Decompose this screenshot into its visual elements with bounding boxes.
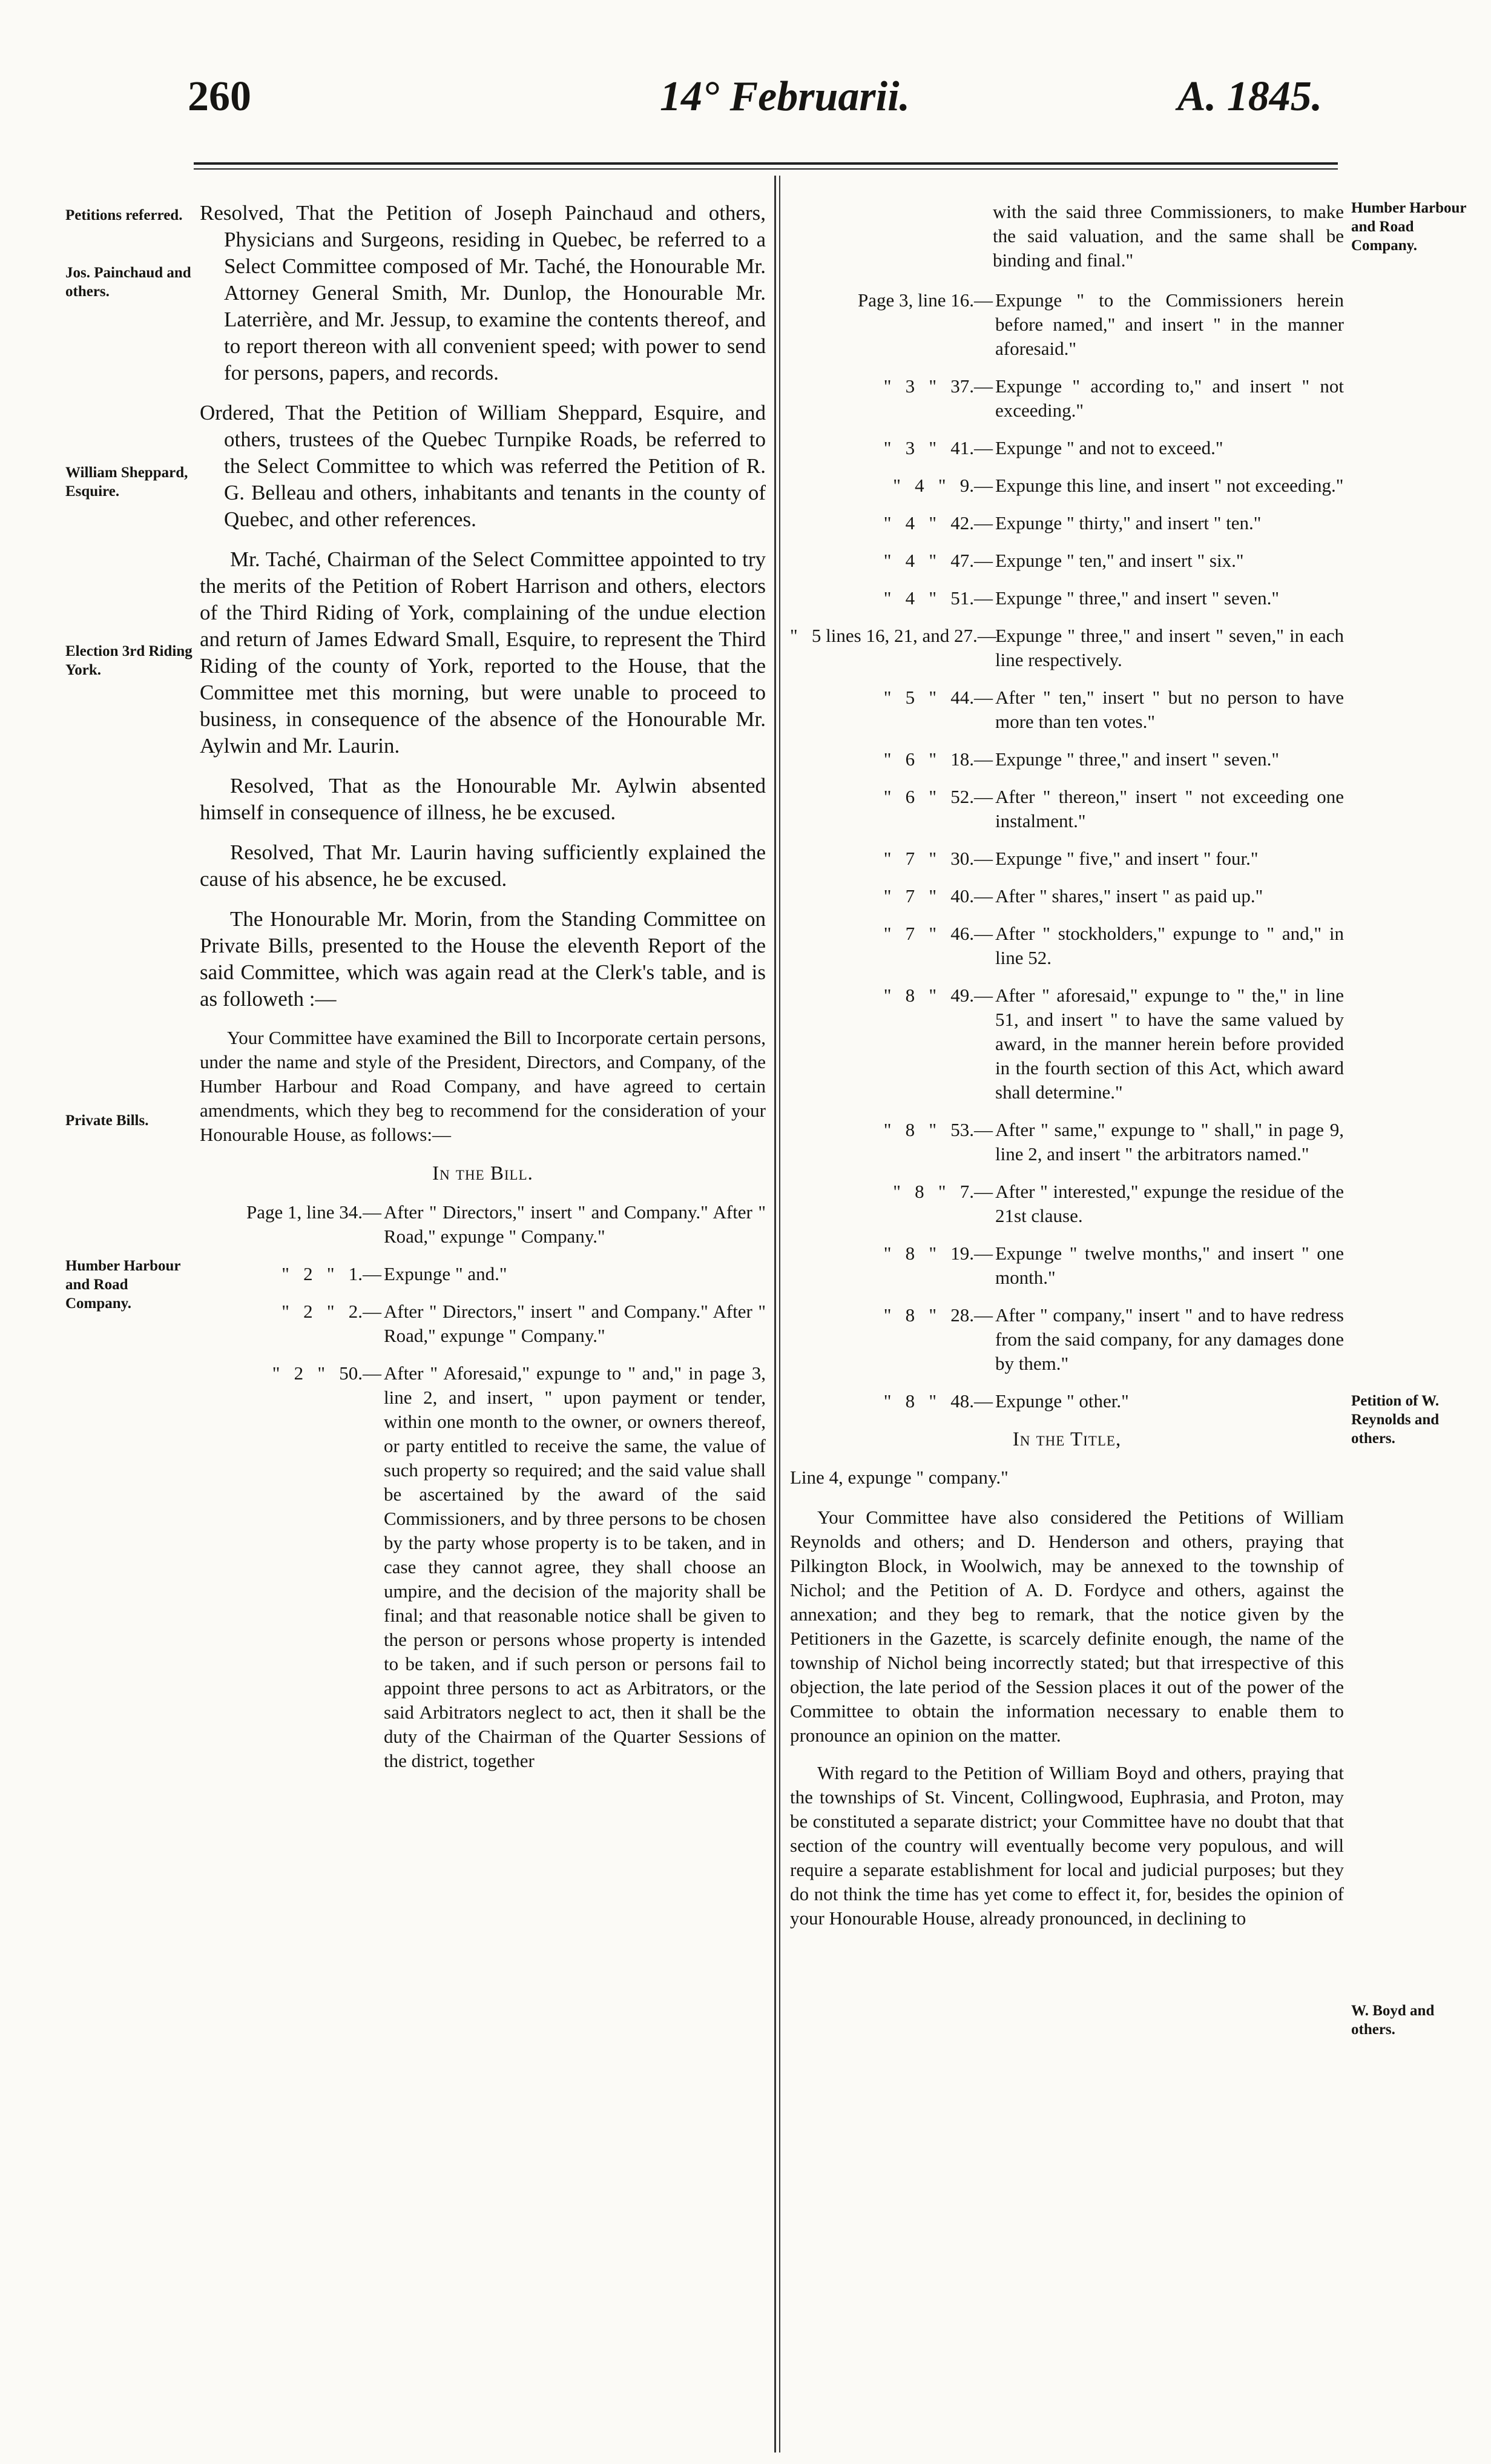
amendment (790, 747, 1344, 771)
amendment (200, 1262, 766, 1286)
header-year: A. 1845. (1177, 73, 1323, 120)
sidenote-boyd: W. Boyd and others. (1351, 2003, 1435, 2038)
amendment-text: Expunge " other." (995, 1390, 1129, 1412)
amendment-text: Expunge " and not to exceed." (995, 437, 1223, 458)
header-date: 14° Februarii. (660, 73, 910, 120)
private-bills-report: The Honourable Mr. Morin, from the Standing Committee on Private Bills, presented to the House the eleventh Report of the said Committee, which was again read at the Clerk's table, and is as followeth :— (200, 907, 766, 1011)
amendment-text: After " interested," expunge the residue of the 21st clause. (995, 1181, 1344, 1226)
amendment-text: Expunge " three," and insert " seven." (995, 587, 1279, 609)
amendment-text: After " Directors," insert " and Company." After " Road," expunge " Company." (384, 1301, 766, 1346)
amendment-ref: " 6 " 52.— (883, 786, 993, 807)
amendment (790, 785, 1344, 833)
amendment-ref: " 2 " 2.— (281, 1301, 381, 1322)
amendment-text: Expunge " thirty," and insert " ten." (995, 512, 1262, 533)
amendment-ref: " 7 " 40.— (883, 885, 993, 907)
amendment-ref: " 8 " 7.— (893, 1181, 993, 1202)
amendment-text: After " stockholders," expunge to " and," in line 52. (995, 923, 1344, 968)
amendment-text: Expunge " three," and insert " seven," in each line respectively. (995, 625, 1344, 670)
amendment (790, 1303, 1344, 1376)
order-sheppard: Ordered, That the Petition of William Sheppard, Esquire, and others, trustees of the Quebec Turnpike Roads, be referred to the Select Committee to which was referred the Petition of R. G. Belleau and others, inhabitants and tenants in the county of Quebec, and other references. (200, 401, 766, 531)
amendment (790, 1180, 1344, 1228)
amendment-ref: " 4 " 9.— (893, 475, 993, 496)
amendment-ref: " 7 " 46.— (883, 923, 993, 944)
column-divider (774, 176, 776, 2452)
amendment-ref: " 4 " 51.— (883, 587, 993, 609)
amendment-text: Expunge " to the Commissioners herein before named," and insert " in the manner aforesaid." (995, 289, 1344, 359)
amendment-ref: " 8 " 19.— (883, 1243, 993, 1264)
amendment-ref: " 4 " 42.— (883, 512, 993, 533)
amendment (790, 549, 1344, 573)
amendment (790, 436, 1344, 460)
amendment-ref: " 7 " 30.— (883, 848, 993, 869)
sidenote-private-bills: Private Bills. (65, 1112, 149, 1129)
amendment-text: After " shares," insert " as paid up." (995, 885, 1263, 907)
sidenote-reynolds: Petition of W. Reynolds and others. (1351, 1393, 1440, 1447)
header-rule-thin (194, 168, 1338, 170)
amendment-continuation: with the said three Commissioners, to make the said valuation, and the same shall be binding and final." (993, 201, 1344, 271)
amendment-text: Expunge this line, and insert " not exceeding." (995, 475, 1344, 496)
paragraph-reynolds: Your Committee have also considered the Petitions of William Reynolds and others; and D. Henderson and others, praying that Pilkington Block, in Woolwich, may be annexed to the township of Nichol; and the Petition of A. D. Fordyce and others, against the annexation; and they beg to remark, that the notice given by the Petitioners in the Gazette, is scarcely definite enough, the name of the township of Nichol being incorrectly stated; but that irrespective of this objection, the late period of the Session places it out of the power of the Committee to obtain the information necessary to enable them to pronounce an opinion on the matter. (790, 1507, 1344, 1746)
amendment (790, 511, 1344, 535)
amendment (790, 847, 1344, 871)
amendment (790, 288, 1344, 361)
amendment-ref: " 8 " 53.— (883, 1119, 993, 1140)
amendment-text: Expunge " twelve months," and insert " one month." (995, 1243, 1344, 1288)
sidenote-painchaud: Jos. Painchaud and others. (65, 265, 191, 300)
amendment-text: Expunge " three," and insert " seven." (995, 748, 1279, 770)
page-number: 260 (188, 73, 251, 120)
amendment (790, 983, 1344, 1105)
amendment-text: After " Aforesaid," expunge to " and," in page 3, line 2, and insert, " upon payment or tender, within one month to the owner, or owners thereof, or party entitled to receive the same, the value of such property so required; and the said value shall be ascertained by the award of the said Commissioners, and by three persons to be chosen by the party whose property is to be taken, and in case they cannot agree, they shall choose an umpire, and the decision of the majority shall be final; and that reasonable notice shall be given to the person or persons whose property is intended to be taken, and if such person or persons fail to appoint three persons to act as Arbitrators, or the said Arbitrators neglect to act, then it shall be the duty of the Chairman of the Quarter Sessions of the district, together (384, 1362, 766, 1771)
amendment-text: After " same," expunge to " shall," in page 9, line 2, and insert " the arbitrators named." (995, 1119, 1344, 1164)
amendment-ref: " 5 lines 16, 21, and 27.— (790, 625, 996, 646)
left-column (200, 200, 766, 1786)
amendment-ref: " 3 " 37.— (883, 375, 993, 397)
amendment-ref: " 8 " 28.— (883, 1304, 993, 1326)
sidenote-humber-right: Humber Harbour and Road Company. (1351, 200, 1467, 254)
amendment (790, 1389, 1344, 1413)
amendment-text: After " company," insert " and to have redress from the said company, for any damages done by them." (995, 1304, 1344, 1374)
sidenote-humber-left: Humber Harbour and Road Company. (65, 1258, 181, 1312)
amendment-text: Expunge " according to," and insert " not exceeding." (995, 375, 1344, 421)
amendment (200, 1200, 766, 1249)
amendment-ref: " 3 " 41.— (883, 437, 993, 458)
amendment-ref: " 2 " 50.— (272, 1362, 381, 1384)
amendment-text: After " ten," insert " but no person to have more than ten votes." (995, 687, 1344, 732)
amendment-ref: " 2 " 1.— (281, 1263, 381, 1284)
amendment-text: After " Directors," insert " and Company." After " Road," expunge " Company." (384, 1201, 766, 1247)
report-election: Mr. Taché, Chairman of the Select Committee appointed to try the merits of the Petition of Robert Harrison and others, electors of the Third Riding of York, complaining of the undue election and return of James Edward Small, Esquire, to represent the Third Riding of the county of York, reported to the House, that the Committee met this morning, but were unable to proceed to business, in consequence of the absence of the Honourable Mr. Aylwin and Mr. Laurin. (200, 547, 766, 758)
amendment (790, 374, 1344, 423)
resolution-laurin: Resolved, That Mr. Laurin having sufficiently explained the cause of his absence, he be excused. (200, 841, 766, 891)
heading-in-the-bill: In the Bill. (432, 1163, 533, 1184)
amendment-ref: Page 1, line 34.— (246, 1201, 381, 1223)
amendment-ref: Page 3, line 16.— (858, 289, 993, 311)
resolution-painchaud: Resolved, That the Petition of Joseph Painchaud and others, Physicians and Surgeons, residing in Quebec, be referred to a Select Committee composed of Mr. Taché, the Honourable Mr. Attorney General Smith, Mr. Dunlop, the Honourable Mr. Laterrière, and Mr. Jessup, to examine the contents thereof, and to report thereon with all convenient speed; with power to send for persons, papers, and records. (200, 201, 766, 385)
right-column (790, 200, 1344, 1944)
amendment (790, 624, 1344, 672)
resolution-aylwin: Resolved, That as the Honourable Mr. Aylwin absented himself in consequence of illness, he be excused. (200, 774, 766, 824)
amendment (790, 474, 1344, 498)
amendment (790, 884, 1344, 908)
amendment (790, 1241, 1344, 1290)
amendment-text: Expunge " and." (384, 1263, 507, 1284)
amendment (200, 1361, 766, 1773)
header-rule (194, 162, 1338, 165)
amendment (790, 1118, 1344, 1166)
sidenote-election-york: Election 3rd Riding York. (65, 643, 193, 678)
column-divider-thin (779, 176, 780, 2452)
amendment-text: After " thereon," insert " not exceeding one instalment." (995, 786, 1344, 831)
amendment-text: After " aforesaid," expunge to " the," in line 51, and insert " to have the same valued by award, in the manner herein before provided in the fourth section of this Act, which award shall determine." (995, 985, 1344, 1103)
amendment-ref: " 8 " 49.— (883, 985, 993, 1006)
amendment-ref: " 5 " 44.— (883, 687, 993, 708)
committee-report: Your Committee have examined the Bill to Incorporate certain persons, under the name and style of the President, Directors, and Company, of the Humber Harbour and Road Company, and have agreed to certain amendments, which they beg to recommend for the consideration of your Honourable House, as follows:— (200, 1027, 766, 1145)
amendment (200, 1300, 766, 1348)
amendment-text: Expunge " five," and insert " four." (995, 848, 1259, 869)
amendment-ref: " 4 " 47.— (883, 550, 993, 571)
title-amendment: Line 4, expunge " company." (790, 1467, 1009, 1488)
amendment (790, 586, 1344, 610)
amendment-ref: " 8 " 48.— (883, 1390, 993, 1412)
sidenote-sheppard: William Sheppard, Esquire. (65, 464, 188, 500)
amendment-ref: " 6 " 18.— (883, 748, 993, 770)
sidenote-petitions-referred: Petitions referred. (65, 207, 183, 223)
heading-in-the-title: In the Title, (1012, 1429, 1122, 1450)
amendment (790, 685, 1344, 734)
amendment-text: Expunge " ten," and insert " six." (995, 550, 1244, 571)
amendment (790, 922, 1344, 970)
paragraph-boyd: With regard to the Petition of William Boyd and others, praying that the townships of St. Vincent, Collingwood, Euphrasia, and Proton, may be constituted a separate district; your Committee have no doubt that that section of the country will eventually become very populous, and will require a separate establishment for local and judicial purposes; but they do not think the time has yet come to effect it, for, besides the opinion of your Honourable House, already pronounced, in declining to (790, 1762, 1344, 1929)
